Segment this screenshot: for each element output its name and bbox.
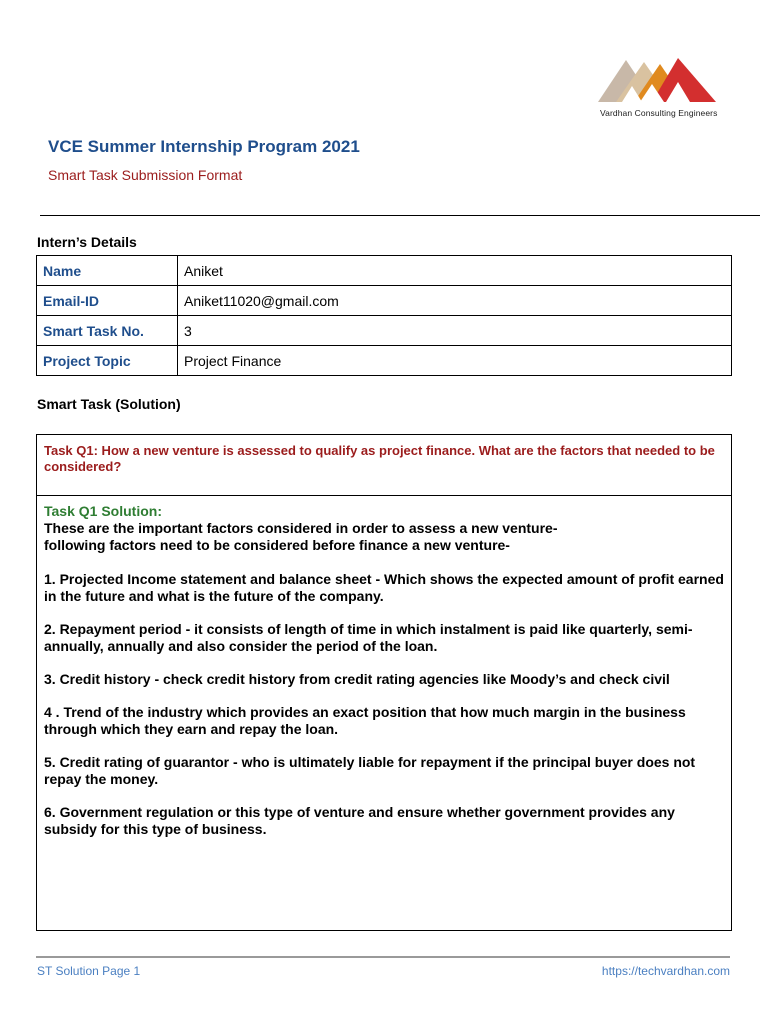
solution-point: 5. Credit rating of guarantor - who is ultimately liable for repayment if the principal buyer does not repay the money. [44,754,696,787]
solution-point: 2. Repayment period - it consists of length of time in which instalment is paid like quarterly, semi-annually, annually and also consider the period of the loan. [44,621,693,654]
project-topic-value: Project Finance [178,346,732,376]
smart-task-no-value: 3 [178,316,732,346]
solution-point: 6. Government regulation or this type of venture and ensure whether government provides any subsidy for this type of business. [44,804,675,837]
smart-task-no-label: Smart Task No. [37,316,178,346]
footer-page-label: ST Solution Page 1 [37,964,141,978]
task-solution [37,496,731,838]
solution-point: 3. Credit history - check credit history from credit rating agencies like Moody’s and check civil [44,671,670,687]
table-row [37,256,732,286]
name-value: Aniket [178,256,732,286]
interns-details-heading: Intern’s Details [37,234,137,250]
intro-line: These are the important factors considered in order to assess a new venture- [44,520,558,536]
solution-point: 1. Projected Income statement and balance sheet - Which shows the expected amount of profit earned in the future and what is the future of the company. [44,571,724,604]
footer-divider [36,956,730,958]
company-logo [596,52,726,122]
task-question: Task Q1: How a new venture is assessed to qualify as project finance. What are the factors that needed to be considered? [37,435,731,496]
logo-mountains-icon [596,52,726,108]
table-row [37,346,732,376]
intro-line: following factors need to be considered before finance a new venture- [44,537,510,553]
page-subtitle: Smart Task Submission Format [48,167,243,183]
interns-details-table [36,255,732,376]
smart-task-solution-heading: Smart Task (Solution) [37,396,181,412]
email-label: Email-ID [37,286,178,316]
logo-caption: Vardhan Consulting Engineers [600,108,718,118]
solution-label: Task Q1 Solution: [44,503,162,519]
table-row [37,286,732,316]
header-divider [40,215,760,216]
page-title: VCE Summer Internship Program 2021 [48,137,360,156]
task-box [36,434,732,931]
table-row [37,316,732,346]
email-value: Aniket11020@gmail.com [178,286,732,316]
project-topic-label: Project Topic [37,346,178,376]
solution-intro [44,520,724,554]
solution-point: 4 . Trend of the industry which provides an exact position that how much margin in the business through which they earn and repay the loan. [44,704,686,737]
footer-website-link[interactable]: https://techvardhan.com [601,964,730,978]
name-label: Name [37,256,178,286]
